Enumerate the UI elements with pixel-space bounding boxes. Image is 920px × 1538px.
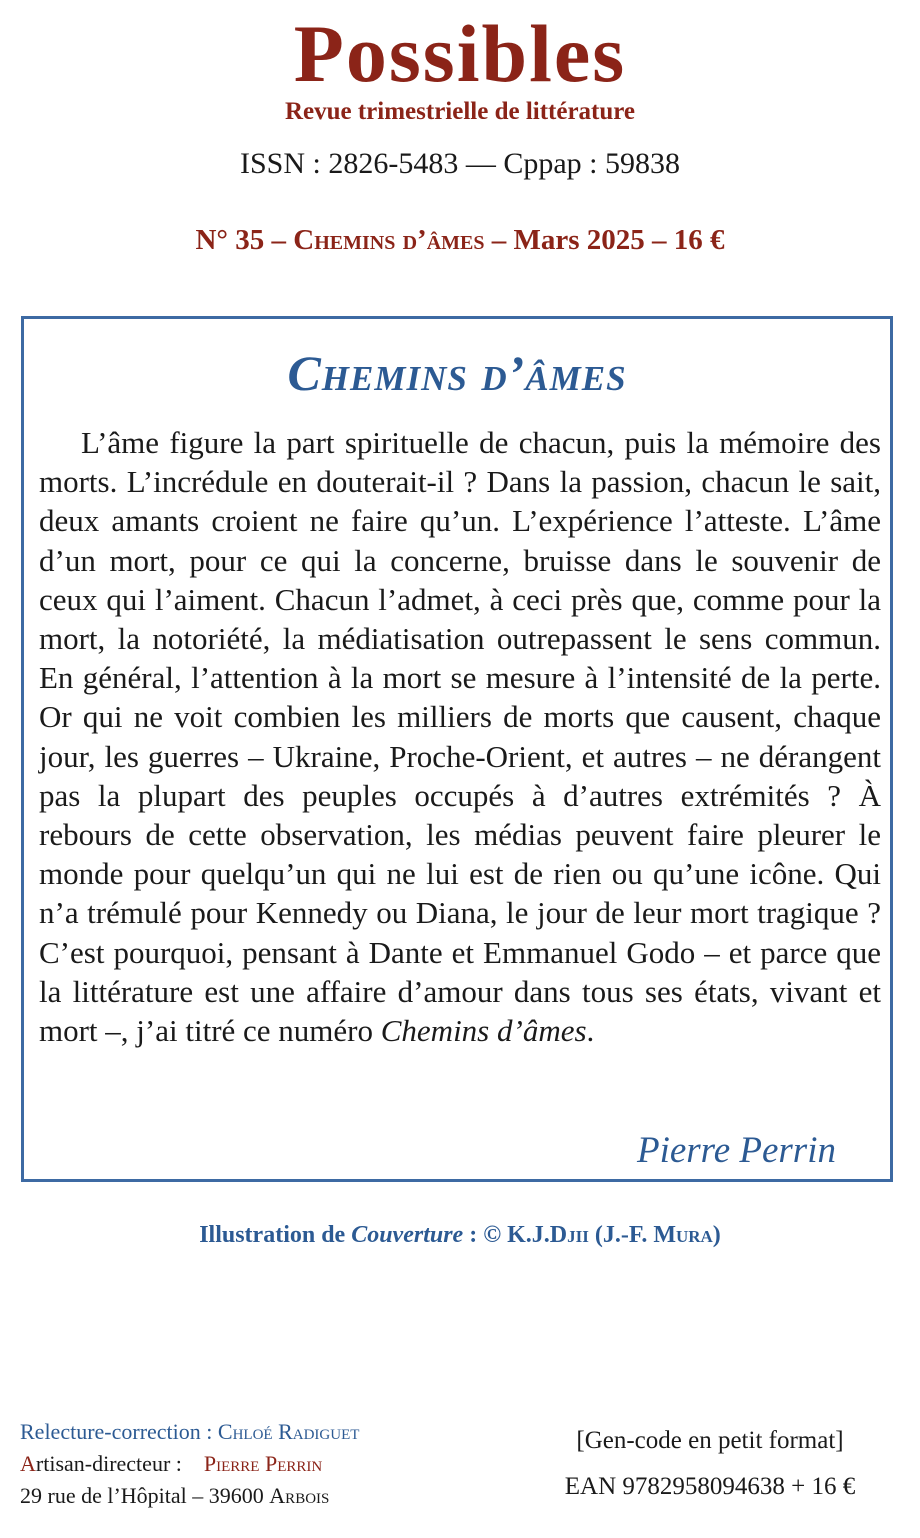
editorial-title: Chemins d’âmes [287, 345, 627, 401]
gencode-note: [Gen-code en petit format] [576, 1427, 844, 1454]
city: Arbois [269, 1483, 330, 1508]
footer-credits [20, 1416, 359, 1512]
editorial-end: . [586, 1013, 595, 1049]
proofreader-name: Chloé Radiguet [217, 1419, 360, 1444]
proofreading-line [20, 1416, 359, 1448]
journal-subtitle: Revue trimestrielle de littérature [284, 98, 636, 125]
issue-number: N° 35 – [195, 224, 294, 256]
editorial-issue-title: Chemins d’âmes [380, 1013, 587, 1049]
director-line [20, 1448, 359, 1480]
address: 29 rue de l’Hôpital – 39600 [20, 1483, 270, 1508]
editorial-box [21, 316, 893, 1182]
director-label: rtisan-directeur : [35, 1451, 188, 1476]
editorial-signature: Pierre Perrin [636, 1130, 836, 1171]
director-name: Pierre Perrin [203, 1451, 323, 1476]
address-line [20, 1480, 359, 1512]
editorial-text [39, 423, 881, 1050]
credit-author: K.J.Djii (J.-F. Mura) [507, 1222, 721, 1248]
credit-middle: : © [463, 1222, 508, 1248]
credit-prefix: Illustration de [199, 1222, 352, 1248]
ean-price: EAN 9782958094638 + 16 € [564, 1473, 856, 1500]
issue-date-price: – Mars 2025 – 16 € [484, 224, 725, 256]
editorial-body: L’âme figure la part spirituelle de chacun, puis la mémoire des morts. L’incrédule en douterait-il ? Dans la passion, chacun le sait, deux amants croient ne faire qu’un. L’expérience l’atteste. L’âme d’un mort, pour ce qui la concerne, bruisse dans le souvenir de ceux qui l’aiment. Chacun l’admet, à ceci près que, comme pour la mort, la notoriété, la médiatisation outrepassent le sens commun. En général, l’attention à la mort se mesure à l’intensité de la perte. Or qui ne voit combien les milliers de morts que causent, chaque jour, les guerres – Ukraine, Proche-Orient, et autres – ne dérangent pas la plupart des peuples occupés à d’autres extrémités ? À rebours de cette observation, les médias peuvent faire pleurer le monde pour quelqu’un qui ne lui est de rien ou qu’une icône. Qui n’a trémulé pour Kennedy ou Diana, le jour de leur mort tragique ? C’est pourquoi, pensant à Dante et Emmanuel Godo – et parce que la littérature est une affaire d’amour dans tous ses états, vivant et mort –, j’ai titré ce numéro [39, 425, 881, 1049]
cover-credit [0, 1222, 920, 1249]
director-initial: A [20, 1451, 36, 1476]
issn-line: ISSN : 2826-5483 — Cppap : 59838 [239, 147, 680, 180]
footer-barcode [540, 1424, 880, 1504]
issue-line [0, 224, 920, 257]
journal-title: Possibles [293, 8, 627, 99]
credit-italic: Couverture [351, 1222, 464, 1248]
proofreading-label: Relecture-correction : [20, 1419, 218, 1444]
issue-theme: Chemins d’âmes [293, 224, 485, 256]
